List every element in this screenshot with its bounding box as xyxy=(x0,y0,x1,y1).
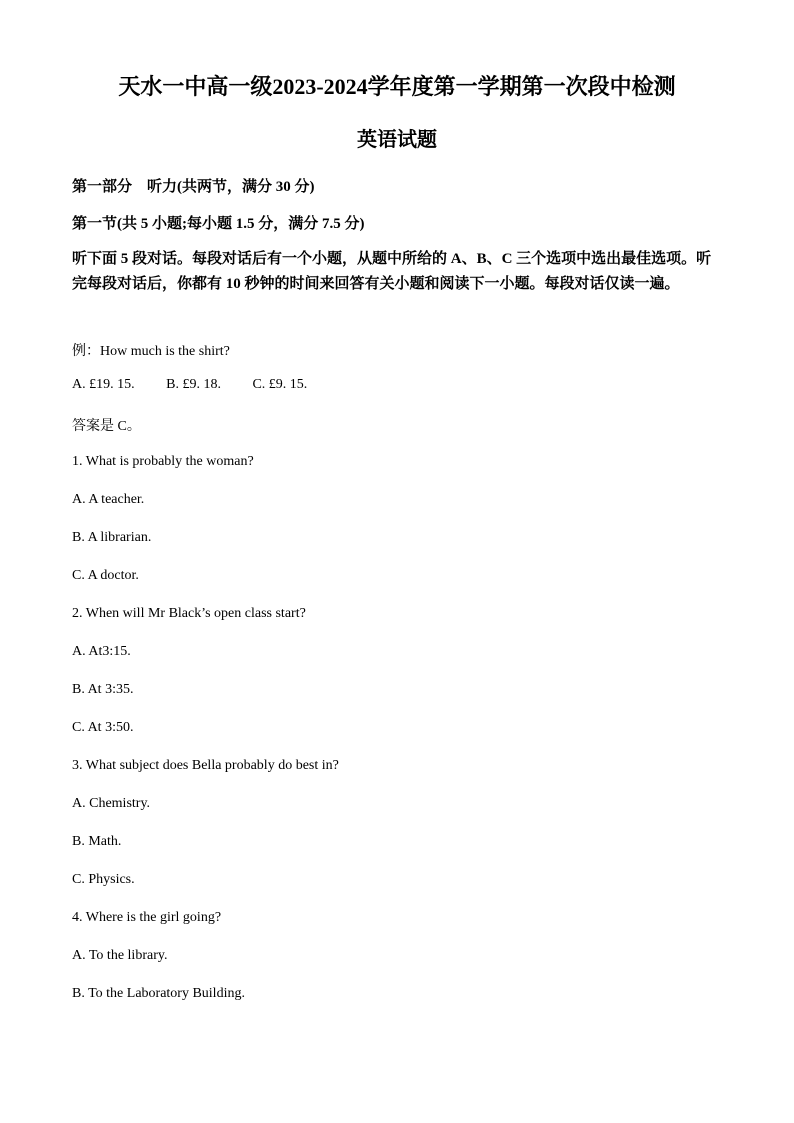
example-option-b: B. £9. 18. xyxy=(166,377,221,392)
example-option-a: A. £19. 15. xyxy=(72,377,135,392)
question-1: 1. What is probably the woman? xyxy=(72,454,254,469)
question-4-option-a: A. To the library. xyxy=(72,948,168,963)
question-1-option-b: B. A librarian. xyxy=(72,530,152,545)
question-4-option-b: B. To the Laboratory Building. xyxy=(72,986,245,1001)
question-2-option-c: C. At 3:50. xyxy=(72,720,134,735)
question-4: 4. Where is the girl going? xyxy=(72,910,222,925)
question-1-option-a: A. A teacher. xyxy=(72,492,145,507)
exam-title: 天水一中高一级2023-2024学年度第一学期第一次段中检测 xyxy=(118,74,676,99)
example-question: 例：How much is the shirt? xyxy=(72,344,230,359)
exam-subtitle: 英语试题 xyxy=(357,129,437,151)
question-3-option-b: B. Math. xyxy=(72,834,122,849)
question-1-option-c: C. A doctor. xyxy=(72,568,139,583)
example-option-c: C. £9. 15. xyxy=(252,377,308,392)
example-options xyxy=(72,377,335,393)
instructions: 听下面 5 段对话。每段对话后有一个小题，从题中所给的 A、B、C 三个选项中选出最佳选项。听完每段对话后，你都有 10 秒钟的时间来回答有关小题和阅读下一小题。每段对话仅读一遍。 xyxy=(72,251,712,292)
question-2: 2. When will Mr Black’s open class start? xyxy=(72,606,306,621)
question-3-option-a: A. Chemistry. xyxy=(72,796,151,811)
part-heading: 第一部分 听力(共两节，满分 30 分) xyxy=(72,179,315,195)
subsection-heading: 第一节(共 5 小题;每小题 1.5 分，满分 7.5 分) xyxy=(72,216,365,232)
question-2-option-a: A. At3:15. xyxy=(72,644,131,659)
question-3: 3. What subject does Bella probably do best in? xyxy=(72,758,339,773)
question-2-option-b: B. At 3:35. xyxy=(72,682,134,697)
question-3-option-c: C. Physics. xyxy=(72,872,135,887)
example-answer: 答案是 C。 xyxy=(72,419,141,434)
